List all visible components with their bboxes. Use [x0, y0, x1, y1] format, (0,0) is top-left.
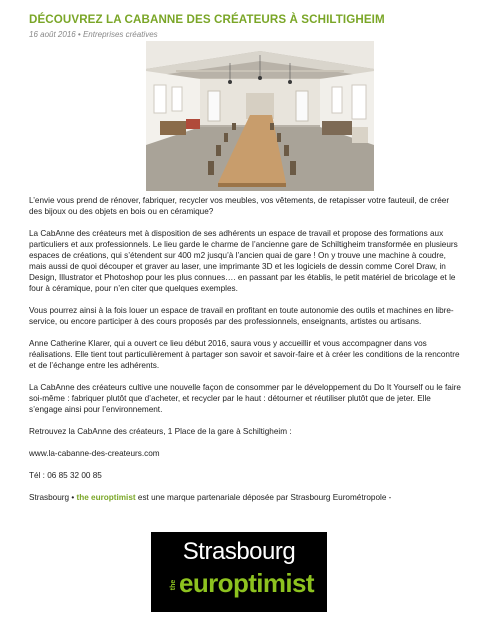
- paragraph-address: Retrouvez la CabAnne des créateurs, 1 Place de la gare à Schiltigheim :: [29, 427, 292, 436]
- paragraph-founder: Anne Catherine Klarer, qui a ouvert ce lieu début 2016, saura vous y accueillir et vous accompagner dans vos réalisations. Elle tient tout particulièrement à partager son savoir et savoir-faire et à créer les conditions de la rencontre et de l’échange entre les adhérents.: [29, 339, 460, 370]
- brand-footer-prefix: Strasbourg •: [29, 493, 77, 502]
- workshop-photo-drawing: [146, 41, 374, 191]
- paragraph-intro: L’envie vous prend de rénover, fabriquer, recycler vos meubles, vos vêtements, de retapisser votre fauteuil, de créer des bijoux ou des objets en bois ou en céramique?: [29, 196, 450, 216]
- article-body: [29, 195, 461, 514]
- phone-number: Tél : 06 85 32 00 85: [29, 471, 102, 480]
- workshop-photo: [146, 41, 374, 191]
- article-title: DÉCOUVREZ LA CABANNE DES CRÉATEURS À SCHILTIGHEIM: [29, 13, 385, 26]
- paragraph-usage: Vous pourrez ainsi à la fois louer un espace de travail en profitant en toute autonomie des outils et machines en libre-service, ou encore participer à des cours proposés par des professionnels, enseignants, artistes ou artisans.: [29, 306, 454, 326]
- paragraph-philosophy: La CabAnne des créateurs cultive une nouvelle façon de consommer par le développement du Do It Yourself ou le faire soi-même : fabriquer plutôt que d’acheter, et recycler par le haut : détourner et réutiliser plutôt que de jeter. Elle s’engage ainsi pour l’environnement.: [29, 383, 461, 414]
- brand-footer-suffix: est une marque partenariale déposée par Strasbourg Eurométropole -: [135, 493, 392, 502]
- logo-europtimist-text: europtimist: [179, 568, 314, 598]
- logo-the-text: the: [170, 579, 177, 591]
- article-meta: 16 août 2016 • Entreprises créatives: [29, 30, 158, 39]
- website-link[interactable]: www.la-cabanne-des-createurs.com: [29, 449, 160, 458]
- europtimist-logo: [151, 532, 327, 612]
- brand-footer-accent: the europtimist: [76, 493, 136, 502]
- brand-footer: [29, 492, 461, 503]
- logo-strasbourg-text: Strasbourg: [182, 538, 296, 565]
- paragraph-description: La CabAnne des créateurs met à disposition de ses adhérents un espace de travail et propose des formations aux particuliers et aux professionnels. Le lieu garde le charme de l’ancienne gare de Schiltigheim transformée en plusieurs espaces de créations, qui s’étendent sur 400 m2 jusqu’à l’ancien quai de gare ! On y trouve une machine à coudre, mais aussi de quoi découper et graver au laser, une imprimante 3D et les logiciels de dessin comme Corel Draw, in Design, Illustrator et Photoshop pour les plus connues…. en passant par les établis, le petit matériel de bricolage et le four à céramique, pour n’en citer que quelques exemples.: [29, 229, 458, 293]
